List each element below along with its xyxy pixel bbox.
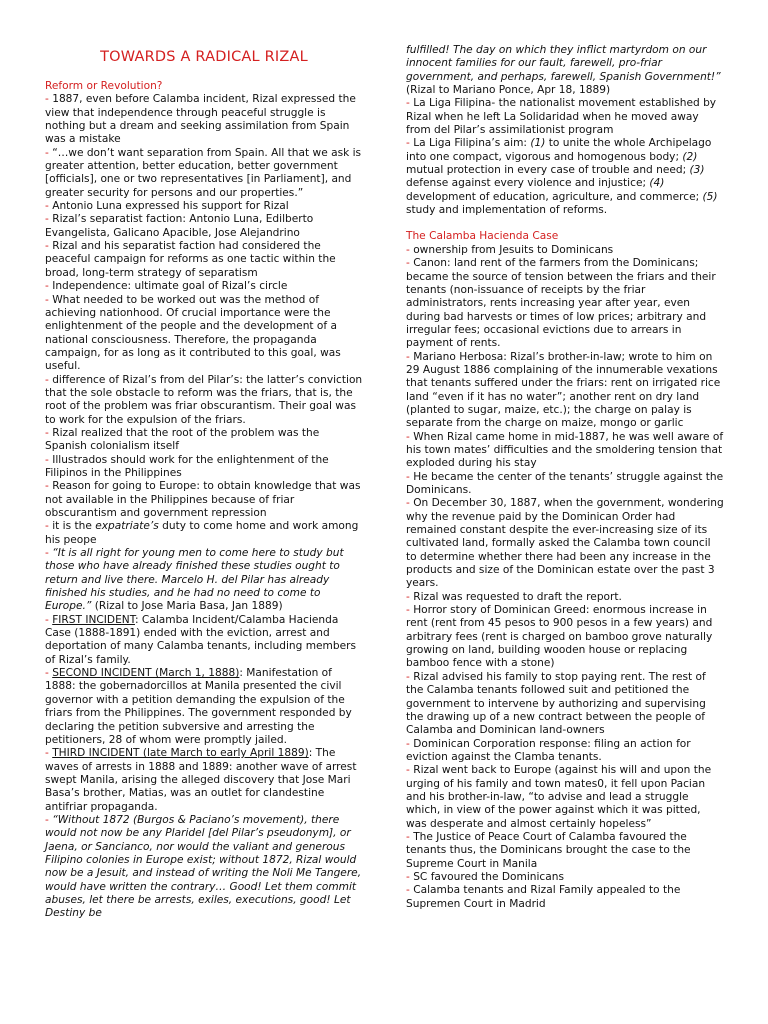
text-segment: : Manifestation of 1888: the gobernadorcillos at Manila presented the civil governor with a petition demanding the expulsion of the friars from the Philippines. The government responded by declaring the petition subversive and arresting the petitioners, 28 of whom were promptly jailed. [45, 667, 352, 746]
text-segment: Rizal realized that the root of the problem was the Spanish colonialism itself [45, 426, 320, 453]
text-segment: La Liga Filipina- the nationalist movement established by Rizal when he left La Solidaridad when he moved away from del Pilar’s assimilationist program [406, 97, 717, 137]
list-item [45, 520, 363, 547]
bullet-dash: - [45, 280, 53, 293]
italic-text: (1) [530, 137, 546, 150]
text-segment: to unite the whole Archipelago into one compact, vigorous and homogenous body; [406, 137, 712, 163]
bullet-dash: - [45, 293, 53, 306]
text-segment: : The waves of arrests in 1888 and 1889: another wave of arrest swept Manila, arising the alleged discovery that Jose Mari Basa’s brother, Matias, was an outlet for clandestine antifriar propaganda. [45, 747, 357, 813]
italic-text: “Without 1872 (Burgos & Paciano’s movement), there would not now be any Plaridel [del Pilar’s pseudonym], or Jaena, or Sancianco, nor would the valiant and generous Filipino colonies in Europe exist; without 1872, Rizal would now be a Jesuit, and instead of writing the Noli Me Tangere, would have written the contrary… Good! Let them commit abuses, let there be arrests, exiles, executions, good! Let Destiny be [45, 813, 362, 920]
bullet-dash: - [406, 670, 414, 683]
right-column [406, 44, 724, 911]
bullet-dash: - [406, 590, 414, 603]
text-segment: Mariano Herbosa: Rizal’s brother-in-law; wrote to him on 29 August 1886 complaining of the innumerable vexations that tenants suffered under the friars: rent on irrigated rice land “even if it has no water”; another rent on dry land (planted to sugar, maize, etc.); the charge on palay is separate from the charge on maize, mongo or garlic [406, 350, 721, 430]
list-item [45, 427, 363, 454]
list-item [45, 93, 363, 146]
text-segment: Antonio Luna expressed his support for Rizal [52, 200, 289, 213]
bullet-list-liga [406, 97, 724, 217]
text-segment: (Rizal to Mariano Ponce, Apr 18, 1889) [406, 84, 611, 97]
bullet-dash: - [406, 97, 414, 110]
bullet-dash: - [45, 240, 53, 253]
bullet-dash: - [45, 667, 53, 680]
text-segment: La Liga Filipina’s aim: [413, 137, 531, 150]
list-item [45, 480, 363, 520]
text-segment: When Rizal came home in mid-1887, he was well aware of his town mates’ difficulties and the smoldering tension that exploded during his stay [406, 430, 724, 470]
list-item [406, 351, 724, 431]
bullet-dash: - [406, 884, 414, 897]
list-item [406, 137, 724, 217]
text-segment: duty to come home and work among his peope [45, 520, 359, 546]
bullet-dash: - [45, 520, 53, 533]
list-item [45, 240, 363, 280]
italic-text: (2) [682, 150, 698, 163]
document-title: TOWARDS A RADICAL RIZAL [100, 49, 308, 65]
text-segment: mutual protection in every case of trouble and need; [406, 164, 690, 177]
text-segment: 1887, even before Calamba incident, Rizal expressed the view that independence through peaceful struggle is nothing but a dream and seeking assimilation from Spain was a mistake [45, 93, 356, 146]
bullet-dash: - [406, 470, 414, 483]
list-item [406, 671, 724, 738]
underlined-label: SECOND INCIDENT (March 1, 1888) [52, 667, 240, 680]
italic-text: (3) [689, 164, 705, 177]
list-item [406, 431, 724, 471]
text-segment: Independence: ultimate goal of Rizal’s circle [52, 280, 288, 293]
list-item [406, 497, 724, 590]
underlined-label: THIRD INCIDENT (late March to early April 1889) [52, 747, 309, 760]
list-item [406, 244, 724, 257]
italic-text: expatriate’s [95, 520, 159, 533]
list-item [406, 471, 724, 498]
text-segment: development of education, agriculture, and commerce; [406, 190, 703, 203]
text-segment: The Justice of Peace Court of Calamba favoured the tenants thus, the Dominicans brought the case to the Supreme Court in Manila [406, 830, 691, 870]
bullet-dash: - [45, 613, 53, 626]
list-item [45, 213, 363, 240]
text-segment: (Rizal to Jose Maria Basa, Jan 1889) [91, 600, 283, 613]
bullet-dash: - [45, 213, 53, 226]
quote-continuation [406, 44, 724, 97]
text-segment: Rizal’s separatist faction: Antonio Luna, Edilberto Evangelista, Galicano Apacible, Jose Alejandrino [45, 213, 314, 239]
bullet-dash: - [45, 813, 53, 826]
list-item [406, 97, 724, 137]
italic-text: “It is all right for young men to come here to study but those who have already finished these studies ought to return and live there. Marcelo H. del Pilar has already finished his studies, and he had no need to come to Europe.” [45, 547, 344, 613]
text-segment: ownership from Jesuits to Dominicans [413, 243, 614, 256]
list-item [45, 747, 363, 814]
italic-text: (5) [702, 190, 718, 203]
text-segment: defense against every violence and injustice; [406, 177, 650, 190]
bullet-dash: - [45, 747, 53, 760]
bullet-dash: - [45, 480, 53, 493]
list-item [45, 294, 363, 374]
text-segment: Canon: land rent of the farmers from the Dominicans; became the source of tension between the friars and their tenants (non-issuance of receipts by the friar administrators, rents increasing year after year, even during bad harvests or times of low prices; arbitrary and irregular fees; occasional evictions due to arrears in payment of rents. [406, 257, 716, 350]
left-column [45, 48, 363, 921]
bullet-dash: - [406, 737, 414, 750]
text-segment: “…we don’t want separation from Spain. All that we ask is greater attention, better education, better government [officials], one or two representatives [in Parliament], and greater security for persons and our properties.” [45, 146, 362, 199]
list-item [406, 884, 724, 911]
text-segment: Rizal and his separatist faction had considered the peaceful campaign for reforms as one tactic within the broad, long-term strategy of separatism [45, 240, 336, 279]
list-item [406, 831, 724, 871]
bullet-dash: - [406, 137, 414, 150]
list-item [406, 591, 724, 604]
bullet-dash: - [406, 604, 414, 617]
bullet-dash: - [406, 764, 414, 777]
underlined-label: FIRST INCIDENT [52, 613, 135, 626]
bullet-dash: - [406, 430, 414, 443]
bullet-dash: - [45, 146, 53, 159]
text-segment: Rizal was requested to draft the report. [413, 590, 622, 603]
bullet-dash: - [406, 870, 414, 883]
bullet-dash: - [45, 200, 53, 213]
text-segment: study and implementation of reforms. [406, 204, 608, 217]
bullet-dash: - [406, 830, 414, 843]
list-item [406, 764, 724, 831]
list-item [406, 738, 724, 765]
text-segment: Rizal went back to Europe (against his will and upon the urging of his family and town mates0, it fell upon Pacian and his brother-in-law, “to advise and lead a struggle which, in view of the power against which it was pitted, was desperate and almost certainly hopeless” [406, 764, 712, 830]
bullet-list-reform [45, 93, 363, 920]
italic-text: (4) [649, 177, 665, 190]
section-heading-reform: Reform or Revolution? [45, 80, 163, 92]
bullet-dash: - [406, 497, 414, 510]
list-item [45, 147, 363, 200]
bullet-dash: - [45, 453, 53, 466]
list-item [45, 814, 363, 921]
list-item [45, 200, 363, 213]
bullet-dash: - [45, 547, 53, 560]
text-segment: Rizal advised his family to stop paying rent. The rest of the Calamba tenants followed suit and petitioned the government to intervene by authorizing and supervising the drawing up of a new contract between the people of Calamba and Dominican land-owners [406, 670, 706, 737]
bullet-dash: - [406, 257, 414, 270]
list-item [45, 454, 363, 481]
list-item [45, 374, 363, 427]
bullet-list-calamba [406, 244, 724, 911]
list-item [406, 871, 724, 884]
bullet-dash: - [45, 426, 53, 439]
text-segment: : Calamba Incident/Calamba Hacienda Case (1888-1891) ended with the eviction, arrest and deportation of many Calamba tenants, including members of Rizal’s family. [45, 613, 356, 666]
text-segment: difference of Rizal’s from del Pilar’s: the latter’s conviction that the sole obstacle to reform was the friars, that is, the root of the problem was friar obscurantism. Their goal was to work for the expulsion of the friars. [45, 373, 363, 426]
bullet-dash: - [406, 350, 414, 363]
text-segment: SC favoured the Dominicans [413, 870, 564, 883]
text-segment: Calamba tenants and Rizal Family appealed to the Supremen Court in Madrid [406, 884, 681, 910]
text-segment: it is the [52, 520, 96, 533]
text-segment: Reason for going to Europe: to obtain knowledge that was not available in the Philippines because of friar obscurantism and government repression [45, 480, 361, 519]
list-item [406, 604, 724, 671]
list-item [406, 257, 724, 350]
list-item [45, 547, 363, 614]
text-segment: He became the center of the tenants’ struggle against the Dominicans. [406, 470, 724, 496]
bullet-dash: - [45, 93, 53, 106]
text-segment: On December 30, 1887, when the government, wondering why the revenue paid by the Dominican Order had remained constant despite the ever-increasing size of its cultivated land, formally asked the Calamba town council to determine whether there had been any increase in the products and size of the Dominican estate over the past 3 years. [406, 497, 724, 590]
text-segment: What needed to be worked out was the method of achieving nationhood. Of crucial importance were the enlightenment of the people and the development of a national consciousness. Therefore, the propaganda campaign, for as long as it contributed to this goal, was useful. [45, 293, 341, 373]
list-item [45, 280, 363, 293]
italic-text: fulfilled! The day on which they inflict martyrdom on our innocent families for our fault, farewell, pro-friar government, and perhaps, farewell, Spanish Government!” [406, 44, 721, 83]
section-heading-calamba: The Calamba Hacienda Case [406, 230, 559, 243]
text-segment: Horror story of Dominican Greed: enormous increase in rent (rent from 45 pesos to 900 pesos in a few years) and arbitrary fees (rent is charged on bamboo grove naturally growing on land, building wooden house or replacing bamboo fence with a stone) [406, 604, 713, 670]
list-item [45, 614, 363, 667]
bullet-dash: - [45, 373, 53, 386]
list-item [45, 667, 363, 747]
text-segment: Illustrados should work for the enlightenment of the Filipinos in the Philippines [45, 453, 329, 479]
text-segment: Dominican Corporation response: filing an action for eviction against the Clamba tenants. [406, 737, 691, 763]
bullet-dash: - [406, 243, 414, 256]
